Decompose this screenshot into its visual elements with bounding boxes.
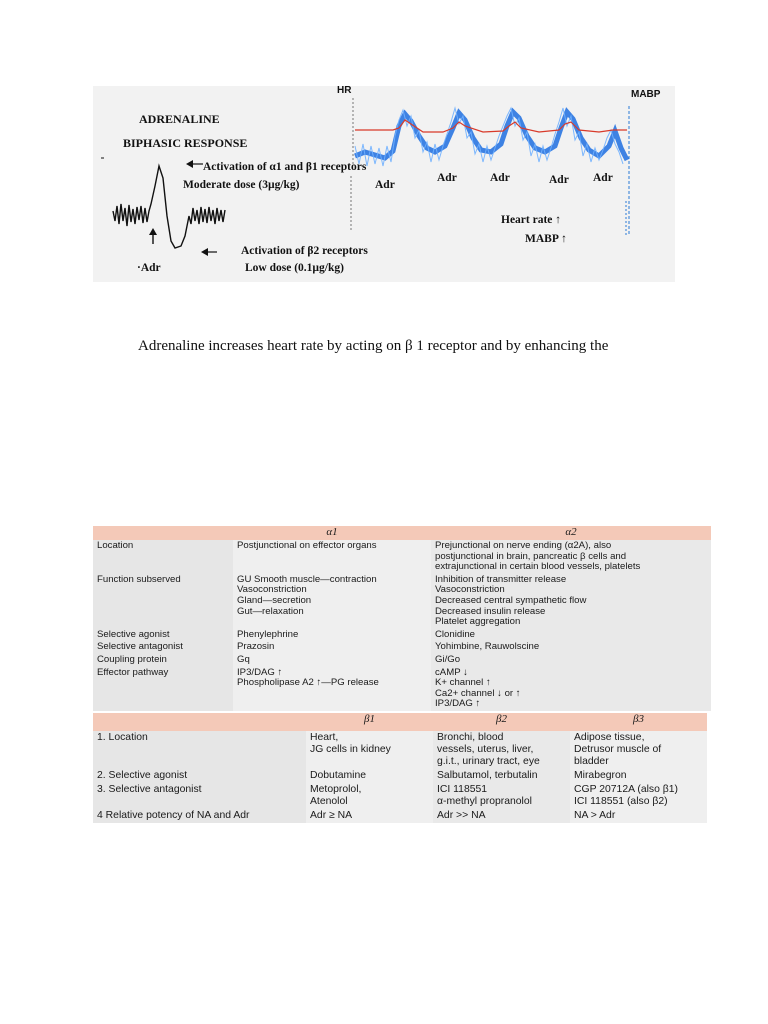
table-row [93, 629, 711, 642]
header-alpha2: α2 [431, 526, 711, 540]
cell-line: Bronchi, blood [437, 732, 504, 743]
cell-line: Platelet aggregation [435, 616, 521, 628]
table-row [93, 783, 707, 809]
cell-line: Postjunctional on effector organs [237, 540, 377, 551]
table-row [93, 731, 707, 769]
beta2-activation-label: Activation of β2 receptors [241, 245, 368, 257]
cell-line: Atenolol [310, 796, 348, 807]
cell-line: Detrusor muscle of [574, 744, 662, 755]
hr-axis-label: HR [337, 86, 352, 96]
alpha2-cell [431, 667, 711, 711]
row-label: Location [93, 540, 233, 574]
heart-rate-up-label: Heart rate ↑ [501, 214, 562, 226]
cell-line: vessels, uterus, liver, [437, 744, 534, 755]
low-dose-label: Low dose (0.1µg/kg) [245, 262, 344, 274]
cell-line: Gut—relaxation [237, 605, 304, 617]
cell-line: cAMP ↓ [435, 666, 468, 678]
cell-line: bladder [574, 756, 609, 767]
header-beta1: β1 [306, 713, 433, 731]
beta1-cell: Dobutamine [306, 769, 433, 783]
header-empty [93, 526, 233, 540]
cell-line: Vasoconstriction [237, 584, 307, 596]
cell-line: Decreased insulin release [435, 605, 546, 617]
alpha-receptor-table [93, 526, 711, 711]
cell-line: Inhibition of transmitter release [435, 573, 567, 585]
moderate-dose-label: Moderate dose (3µg/kg) [183, 179, 300, 191]
mabp-axis-label: MABP [631, 89, 661, 100]
row-label: Effector pathway [93, 667, 233, 711]
header-empty [93, 713, 306, 731]
cell-line: Adipose tissue, [574, 732, 645, 743]
row-label: Selective agonist [93, 629, 233, 642]
row-label: Selective antagonist [93, 641, 233, 654]
cell-line: JG cells in kidney [310, 744, 391, 755]
alpha1-cell [233, 574, 431, 629]
cell-line: Prejunctional on nerve ending (α2A), also [435, 540, 612, 551]
alpha2-cell: Yohimbine, Rauwolscine [431, 641, 711, 654]
adr-mark-1: Adr [437, 172, 457, 184]
cell-line: CGP 20712A (also β1) [574, 784, 678, 795]
cell-line: IP3/DAG ↑ [237, 666, 283, 678]
cell-line: Phospholipase A2 ↑—PG release [237, 677, 379, 689]
cell-line: ICI 118551 (also β2) [574, 796, 668, 807]
alpha1-cell: Prazosin [233, 641, 431, 654]
beta2-cell [433, 731, 570, 769]
alpha2-cell [431, 574, 711, 629]
beta1-cell [306, 783, 433, 809]
figure-title-line2: BIPHASIC RESPONSE [123, 136, 248, 150]
beta2-cell [433, 783, 570, 809]
cell-line: GU Smooth muscle—contraction [237, 573, 377, 585]
table-row [93, 667, 711, 711]
row-label: 3. Selective antagonist [93, 783, 306, 809]
alpha1-cell: Phenylephrine [233, 629, 431, 642]
cell-line: Metoprolol, [310, 784, 362, 795]
beta2-cell: Adr >> NA [433, 809, 570, 823]
beta2-cell: Salbutamol, terbutalin [433, 769, 570, 783]
cell-line: postjunctional in brain, pancreatic β cells and [435, 550, 627, 562]
alpha2-cell: Gi/Go [431, 654, 711, 667]
alpha1-cell: Gq [233, 654, 431, 667]
figure-title-line1: ADRENALINE [139, 112, 220, 126]
adr-left-label: ·Adr [137, 262, 161, 274]
row-label: Coupling protein [93, 654, 233, 667]
row-label: 4 Relative potency of NA and Adr [93, 809, 306, 823]
table-row [93, 574, 711, 629]
table-row [93, 809, 707, 823]
beta1-cell: Adr ≥ NA [306, 809, 433, 823]
row-label: 2. Selective agonist [93, 769, 306, 783]
adr-mark-4: Adr [593, 172, 613, 184]
cell-line: extrajunctional in certain blood vessels, platelets [435, 561, 641, 573]
header-alpha1: α1 [233, 526, 431, 540]
row-label: Function subserved [93, 574, 233, 629]
cell-line: α-methyl propranolol [437, 796, 532, 807]
alpha2-cell: Clonidine [431, 629, 711, 642]
cell-line: K+ channel ↑ [435, 677, 491, 689]
header-beta2: β2 [433, 713, 570, 731]
cell-line: Heart, [310, 732, 339, 743]
adrenaline-figure [93, 86, 675, 282]
alpha2-cell [431, 540, 711, 574]
cell-line: g.i.t., urinary tract, eye [437, 756, 540, 767]
adr-mark-3: Adr [549, 174, 569, 186]
cell-line: Ca2+ channel ↓ or ↑ [435, 687, 521, 699]
alpha1-cell [233, 667, 431, 711]
cell-line: Gland—secretion [237, 594, 312, 606]
adr-mark-2: Adr [490, 172, 510, 184]
cell-line: Vasoconstriction [435, 584, 505, 596]
alpha1-cell [233, 540, 431, 574]
beta-receptor-table [93, 713, 707, 823]
cell-line: Decreased central sympathetic flow [435, 594, 587, 606]
table-row [93, 540, 711, 574]
cell-line: ICI 118551 [437, 784, 488, 795]
beta3-cell [570, 783, 707, 809]
table-header-row [93, 526, 711, 540]
table-row [93, 654, 711, 667]
mabp-up-label: MABP ↑ [525, 233, 567, 245]
beta3-cell: Mirabegron [570, 769, 707, 783]
alpha-beta1-activation-label: Activation of α1 and β1 receptors [203, 161, 367, 173]
table-row [93, 769, 707, 783]
beta1-cell [306, 731, 433, 769]
cell-line: IP3/DAG ↑ [435, 698, 481, 710]
body-paragraph: Adrenaline increases heart rate by acting on β 1 receptor and by enhancing the [138, 338, 609, 354]
header-beta3: β3 [570, 713, 707, 731]
table-header-row [93, 713, 707, 731]
beta3-cell: NA > Adr [570, 809, 707, 823]
adr-mid-label: Adr [375, 179, 395, 191]
beta3-cell [570, 731, 707, 769]
row-label: 1. Location [93, 731, 306, 769]
table-row [93, 641, 711, 654]
